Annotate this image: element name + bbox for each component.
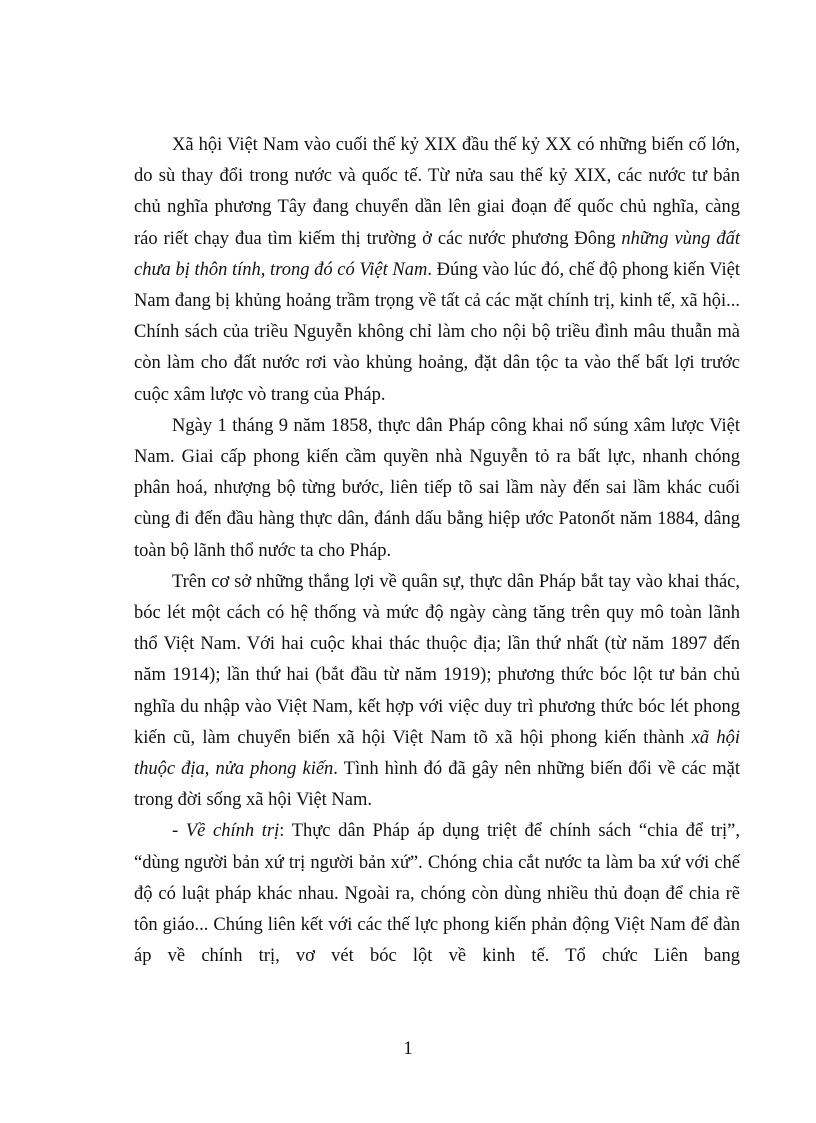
body-text <box>134 130 740 972</box>
paragraph-4-dash: - <box>172 821 186 842</box>
paragraph-4-italic-heading: Về chính trị <box>185 821 280 842</box>
paragraph-3-italic-phrase: xã hội thuộc địa, nửa phong kiến <box>134 727 740 780</box>
paragraph-2-text: Ngày 1 tháng 9 năm 1858, thực dân Pháp công khai nổ súng xâm lược Việt Nam. Giai cấp phong kiến cầm quyền nhà Nguyễn tỏ ra bất lực, nhanh chóng phân hoá, nhượng bộ từng bước, liên tiếp tõ sai lầm này đến sai lầm khác cuối cùng đi đến đầu hàng thực dân, đánh dấu bằng hiệp ước Patonốt năm 1884, dâng toàn bộ lãnh thổ nước ta cho Pháp. <box>134 415 740 561</box>
paragraph-historical-context <box>134 130 740 411</box>
paragraph-1-text-continued: . Đúng vào lúc đó, chế độ phong kiến Việt Nam đang bị khủng hoảng trầm trọng về tất cả các mặt chính trị, kinh tế, xã hội... Chính sách của triều Nguyễn không chỉ làm cho nội bộ triều đình mâu thuẫn mà còn làm cho đất nước rơi vào khủng hoảng, đặt dân tộc ta vào thế bất lợi trước cuộc xâm lược vò trang của Pháp. <box>134 259 740 405</box>
paragraph-colonial-exploitation <box>134 567 740 817</box>
paragraph-3-text-continued: . Tình hình đó đã gây nên những biến đổi về các mặt trong đời sống xã hội Việt Nam. <box>134 759 740 811</box>
paragraph-french-invasion <box>134 411 740 567</box>
paragraph-4-text: : Thực dân Pháp áp dụng triệt để chính sách “chia để trị”, “dùng người bản xứ trị người bản xứ”. Chóng chia cắt nước ta làm ba xứ với chế độ có luật pháp khác nhau. Ngoài ra, chóng còn dùng nhiều thủ đoạn để chia rẽ tôn giáo... Chúng liên kết với các thế lực phong kiến phản động Việt Nam để đàn áp về chính trị, vơ vét bóc lột về kinh tế. Tổ chức Liên bang <box>134 821 740 967</box>
paragraph-3-text: Trên cơ sở những thắng lợi về quân sự, thực dân Pháp bắt tay vào khai thác, bóc lét một cách có hệ thống và mức độ ngày càng tăng trên quy mô toàn lãnh thổ Việt Nam. Với hai cuộc khai thác thuộc địa; lần thứ nhất (từ năm 1897 đến năm 1914); lần thứ hai (bắt đầu từ năm 1919); phương thức bóc lột tư bản chủ nghĩa du nhập vào Việt Nam, kết hợp với việc duy trì phương thức bóc lét phong kiến cũ, làm chuyển biến xã hội Việt Nam tõ xã hội phong kiến thành <box>134 571 740 748</box>
paragraph-politics <box>134 816 740 972</box>
paragraph-1-italic-phrase: những vùng đất chưa bị thôn tính, trong đó có Việt Nam <box>134 228 740 280</box>
page-number: 1 <box>403 1038 413 1059</box>
paragraph-1-text: Xã hội Việt Nam vào cuối thế kỷ XIX đầu thế kỷ XX có những biến cố lớn, do sù thay đổi trong nước và quốc tế. Từ nửa sau thế kỷ XIX, các nước tư bản chủ nghĩa phương Tây đang chuyển dần lên giai đoạn đế quốc chủ nghĩa, càng ráo riết chạy đua tìm kiếm thị trường ở các nước phương Đông <box>134 135 740 249</box>
